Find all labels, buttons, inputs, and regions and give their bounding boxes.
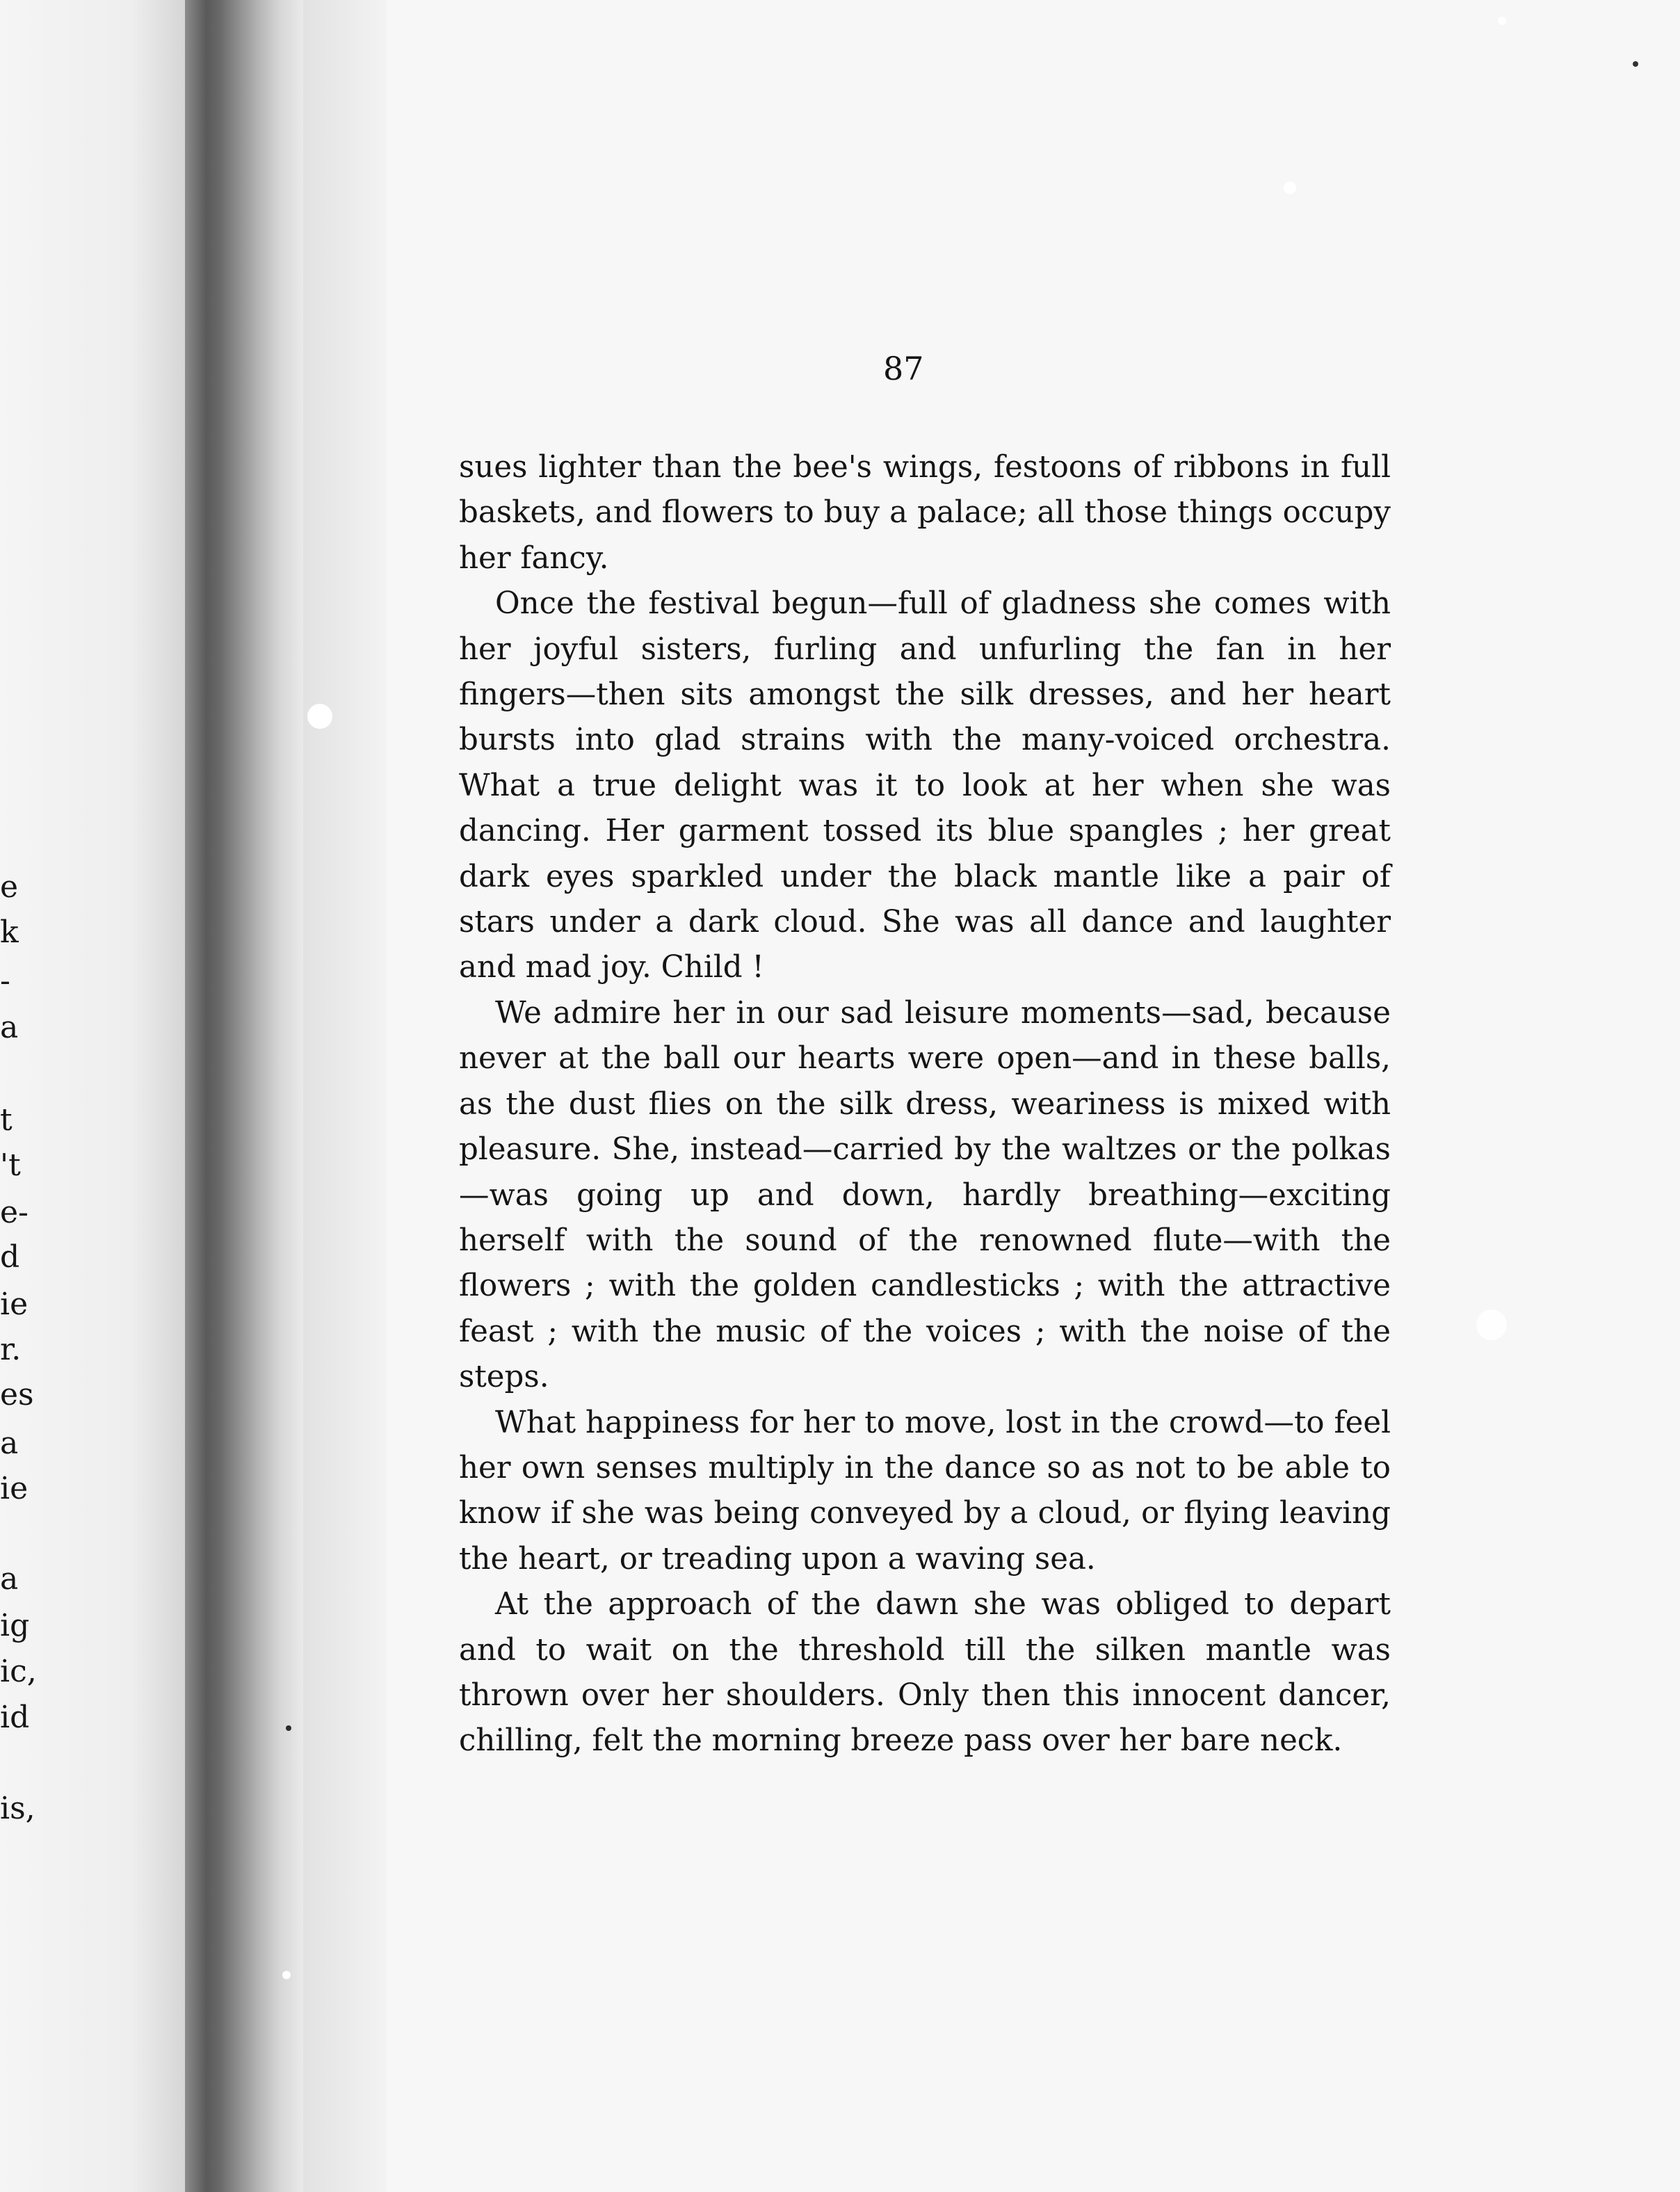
left-fragment: id <box>0 1700 30 1735</box>
left-page-cut-text <box>0 0 42 2192</box>
left-fragment: ie <box>0 1287 29 1322</box>
left-fragment: ic, <box>0 1654 37 1689</box>
left-fragment: is, <box>0 1791 35 1826</box>
left-fragment: e <box>0 869 19 905</box>
left-fragment: - <box>0 963 10 999</box>
page-number: 87 <box>883 350 924 387</box>
left-fragment: a <box>0 1426 19 1461</box>
left-page <box>0 0 188 2192</box>
left-fragment: e- <box>0 1195 29 1230</box>
paragraph: At the approach of the dawn she was obliged to depart and to wait on the threshold till the silken mantle was thrown over her shoulders. Only then this innocent dancer, chilling, felt the morning breeze pass over her bare neck. <box>459 1587 1391 1759</box>
left-fragment: d <box>0 1239 20 1275</box>
left-fragment: ie <box>0 1471 29 1506</box>
left-fragment: t <box>0 1102 13 1138</box>
paragraph: What happiness for her to move, lost in the crowd—to feel her own senses multiply in the dance so as not to be able to know if she was being conveyed by a cloud, or flying leaving the heart, or treading upon a waving sea. <box>459 1405 1391 1577</box>
left-fragment: a <box>0 1010 19 1045</box>
left-fragment: k <box>0 914 19 950</box>
page-body-text <box>459 445 1391 1764</box>
left-fragment: ig <box>0 1608 30 1643</box>
left-fragment: a <box>0 1561 19 1597</box>
left-fragment: es <box>0 1377 34 1412</box>
paragraph: We admire her in our sad leisure moments—sad, because never at the ball our hearts were open—and in these balls, as the dust flies on the silk dress, weariness is mixed with pleasure. She, instead—carried by the waltzes or the polkas—was going up and down, hardly breathing—exciting herself with the sound of the renowned flute—with the flowers ; with the golden candlesticks ; with the attractive feast ; with the music of the voices ; with the noise of the steps. <box>459 995 1391 1395</box>
paragraph: sues lighter than the bee's wings, festoons of ribbons in full baskets, and flowers to buy a palace; all those things occupy her fancy. <box>459 450 1391 576</box>
left-fragment: r. <box>0 1332 22 1367</box>
book-gutter-shadow <box>185 0 303 2192</box>
left-fragment: 't <box>0 1147 21 1183</box>
paragraph: Once the festival begun—full of gladness she comes with her joyful sisters, furling and unfurling the fan in her fingers—then sits amongst the silk dresses, and her heart bursts into glad strains with the many-voiced orchestra. What a true delight was it to look at her when she was dancing. Her garment tossed its blue spangles ; her great dark eyes sparkled under the black mantle like a pair of stars under a dark cloud. She was all dance and laughter and mad joy. Child ! <box>459 586 1391 985</box>
gutter-fade <box>303 0 387 2192</box>
